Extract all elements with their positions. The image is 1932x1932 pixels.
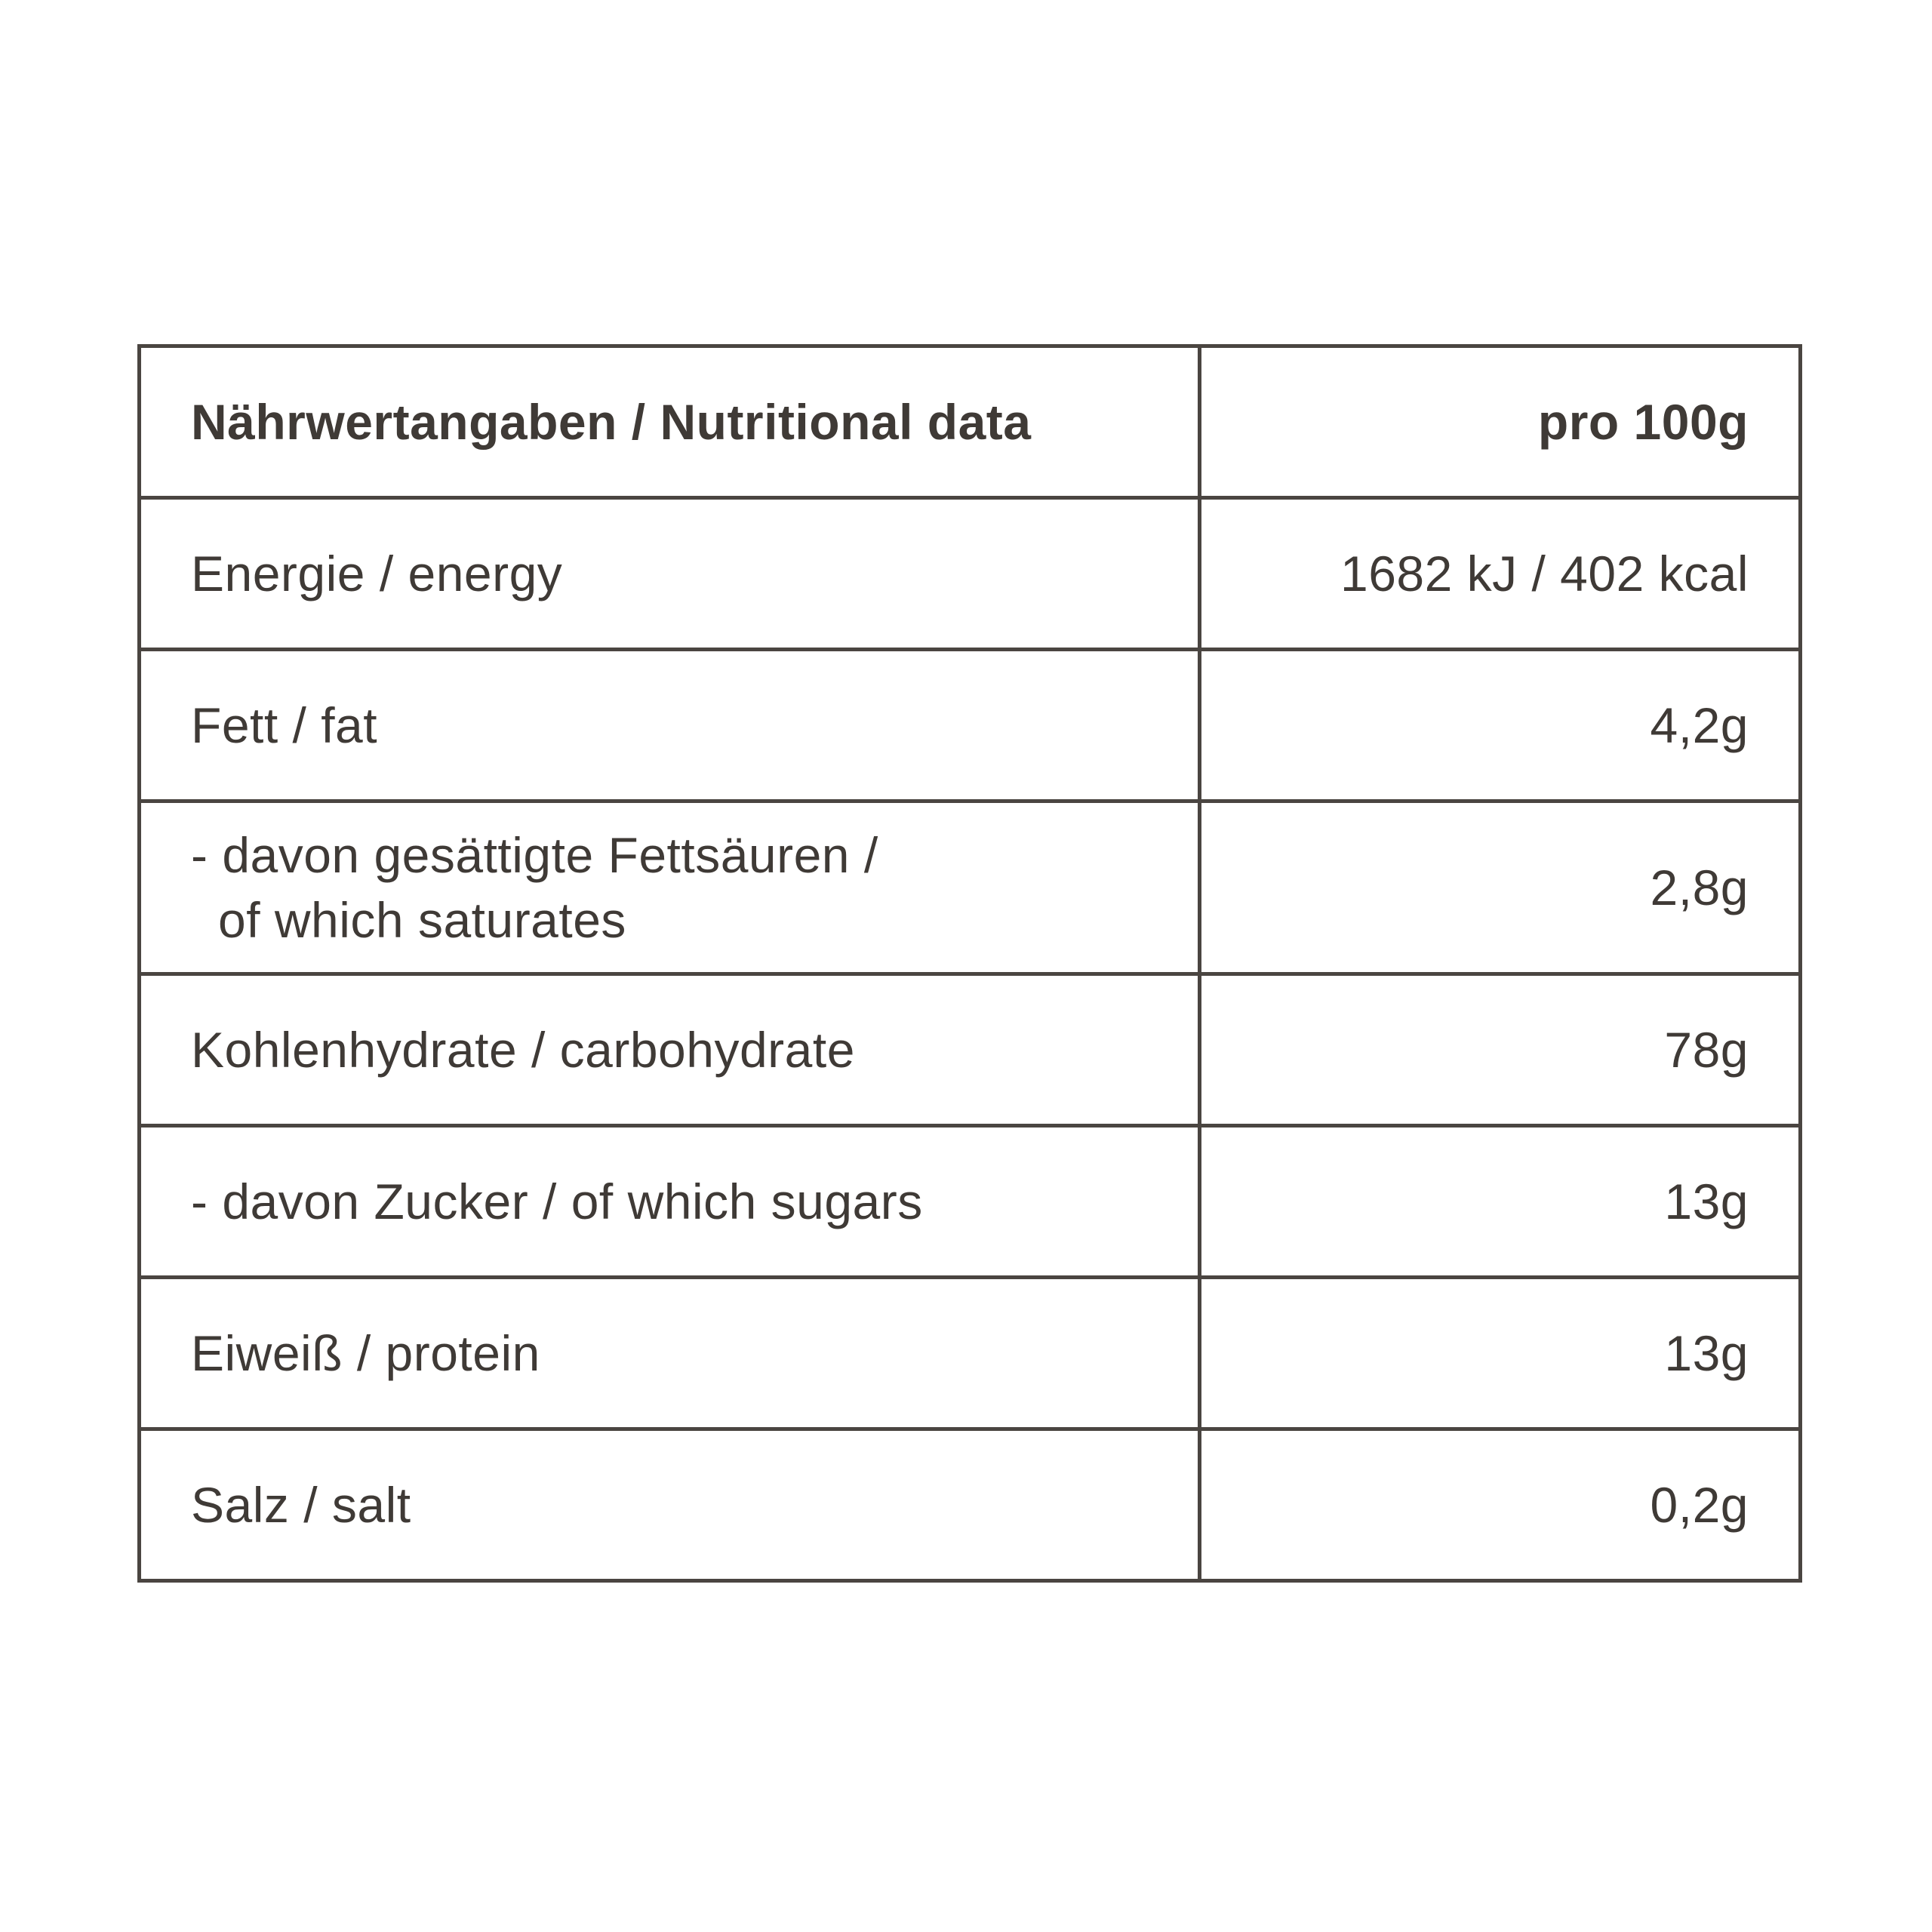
table-row — [140, 974, 1801, 1126]
row-value-protein: 13g — [1200, 1278, 1801, 1429]
table-header-row — [140, 346, 1801, 498]
row-value-saturates: 2,8g — [1200, 801, 1801, 974]
table-row — [140, 650, 1801, 801]
table-row — [140, 801, 1801, 974]
row-value-energy: 1682 kJ / 402 kcal — [1200, 498, 1801, 650]
table-row — [140, 1126, 1801, 1278]
header-value: pro 100g — [1200, 346, 1801, 498]
row-label-salt: Salz / salt — [140, 1429, 1200, 1581]
row-value-carbohydrate: 78g — [1200, 974, 1801, 1126]
table-row — [140, 1429, 1801, 1581]
row-label-saturates — [140, 801, 1200, 974]
row-label-protein: Eiweiß / protein — [140, 1278, 1200, 1429]
row-label-saturates-line2: of which saturates — [218, 892, 626, 948]
row-value-sugars: 13g — [1200, 1126, 1801, 1278]
row-label-fat: Fett / fat — [140, 650, 1200, 801]
row-label-sugars: - davon Zucker / of which sugars — [140, 1126, 1200, 1278]
row-label-carbohydrate: Kohlenhydrate / carbohydrate — [140, 974, 1200, 1126]
row-label-energy: Energie / energy — [140, 498, 1200, 650]
header-label: Nährwertangaben / Nutritional data — [140, 346, 1200, 498]
table-row — [140, 498, 1801, 650]
nutrition-table — [137, 344, 1802, 1583]
row-value-fat: 4,2g — [1200, 650, 1801, 801]
row-value-salt: 0,2g — [1200, 1429, 1801, 1581]
row-label-saturates-line1: - davon gesättigte Fettsäuren / — [191, 827, 878, 883]
table-row — [140, 1278, 1801, 1429]
